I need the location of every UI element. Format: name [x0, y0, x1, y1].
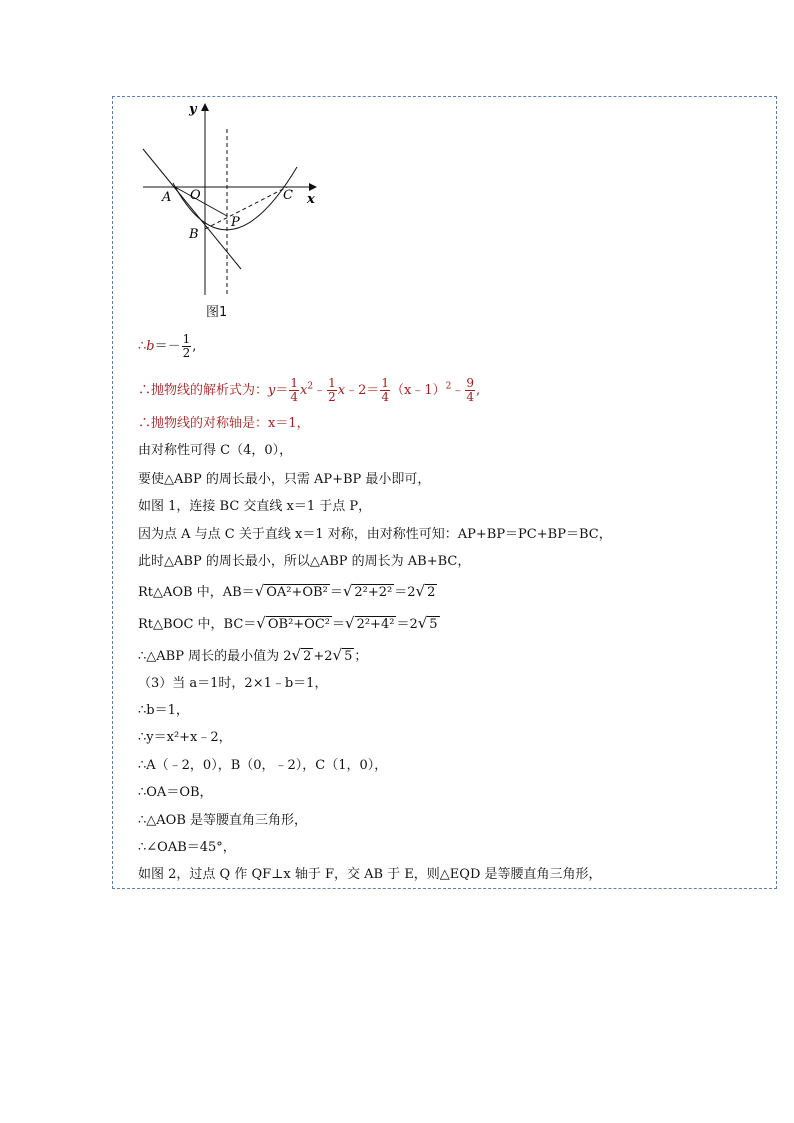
- segment-bc: [205, 187, 287, 229]
- y-axis-arrow: [201, 103, 209, 111]
- parabola-figure: [137, 99, 337, 299]
- line-angle-oab: ∴∠OAB＝45°，: [138, 840, 236, 855]
- line-perimeter-is: 此时△ABP 的周长最小，所以△ABP 的周长为 AB+BC，: [138, 554, 471, 569]
- line-part3-start: （3）当 a＝1时，2×1﹣b＝1，: [138, 676, 328, 691]
- label-a: A: [162, 190, 172, 205]
- line-min-perimeter-goal: 要使△ABP 的周长最小，只需 AP+BP 最小即可，: [138, 472, 431, 487]
- label-b: B: [189, 227, 199, 242]
- line-symmetry-reason: 因为点 A 与点 C 关于直线 x＝1 对称，由对称性可知：AP+BP＝PC+BP＝BC，: [138, 527, 612, 542]
- line-ab: [143, 149, 241, 269]
- line-ab-length: Rt△AOB 中，AB＝√ OA²+OB² ＝√ 2²+2² ＝2√ 2: [138, 582, 436, 600]
- segment-ap: [175, 187, 227, 216]
- label-x: x: [307, 192, 315, 207]
- line-parabola-expression: ∴抛物线的解析式为：y＝ $\frac{1}{4}$ $x^2﹣$ $\frac{1}{2}$ x﹣2＝ $\frac{1}{4}$ （x﹣1）$^2$﹣ $\frac{9}{4}$ ,: [138, 376, 481, 404]
- label-p: P: [231, 215, 240, 230]
- line-b-equals-1: ∴b＝1，: [138, 703, 189, 718]
- line-point-c: 由对称性可得 C（4，0），: [138, 443, 293, 458]
- line-parabola-part3: ∴y＝x²+x﹣2，: [138, 730, 232, 745]
- x-axis-arrow: [309, 183, 317, 191]
- line-points-abc: ∴A（﹣2，0），B（0，﹣2），C（1，0），: [138, 758, 388, 773]
- line-axis-of-symmetry: ∴抛物线的对称轴是：x＝1，: [138, 416, 310, 431]
- line-connect-bc: 如图 1，连接 BC 交直线 x＝1 于点 P，: [138, 499, 372, 514]
- line-b-value: ∴b＝－ $\frac{1}{2}$ ,: [138, 332, 197, 360]
- line-isosceles-right: ∴△AOB 是等腰直角三角形，: [138, 813, 308, 828]
- label-o: O: [190, 188, 201, 203]
- figure-caption: 图1: [206, 305, 228, 320]
- line-bc-length: Rt△BOC 中，BC＝√ OB²+OC² ＝√ 2²+4² ＝2√ 5: [138, 614, 438, 632]
- line-min-perimeter-value: ∴△ABP 周长的最小值为 2√ 2 +2√ 5 ；: [138, 646, 368, 664]
- solution-frame: [112, 96, 777, 889]
- label-y: y: [189, 102, 197, 117]
- line-figure2-construction: 如图 2，过点 Q 作 QF⊥x 轴于 F，交 AB 于 E，则△EQD 是等腰直角三角形，: [138, 867, 602, 882]
- line-oa-equals-ob: ∴OA＝OB，: [138, 785, 213, 800]
- label-c: C: [283, 188, 293, 203]
